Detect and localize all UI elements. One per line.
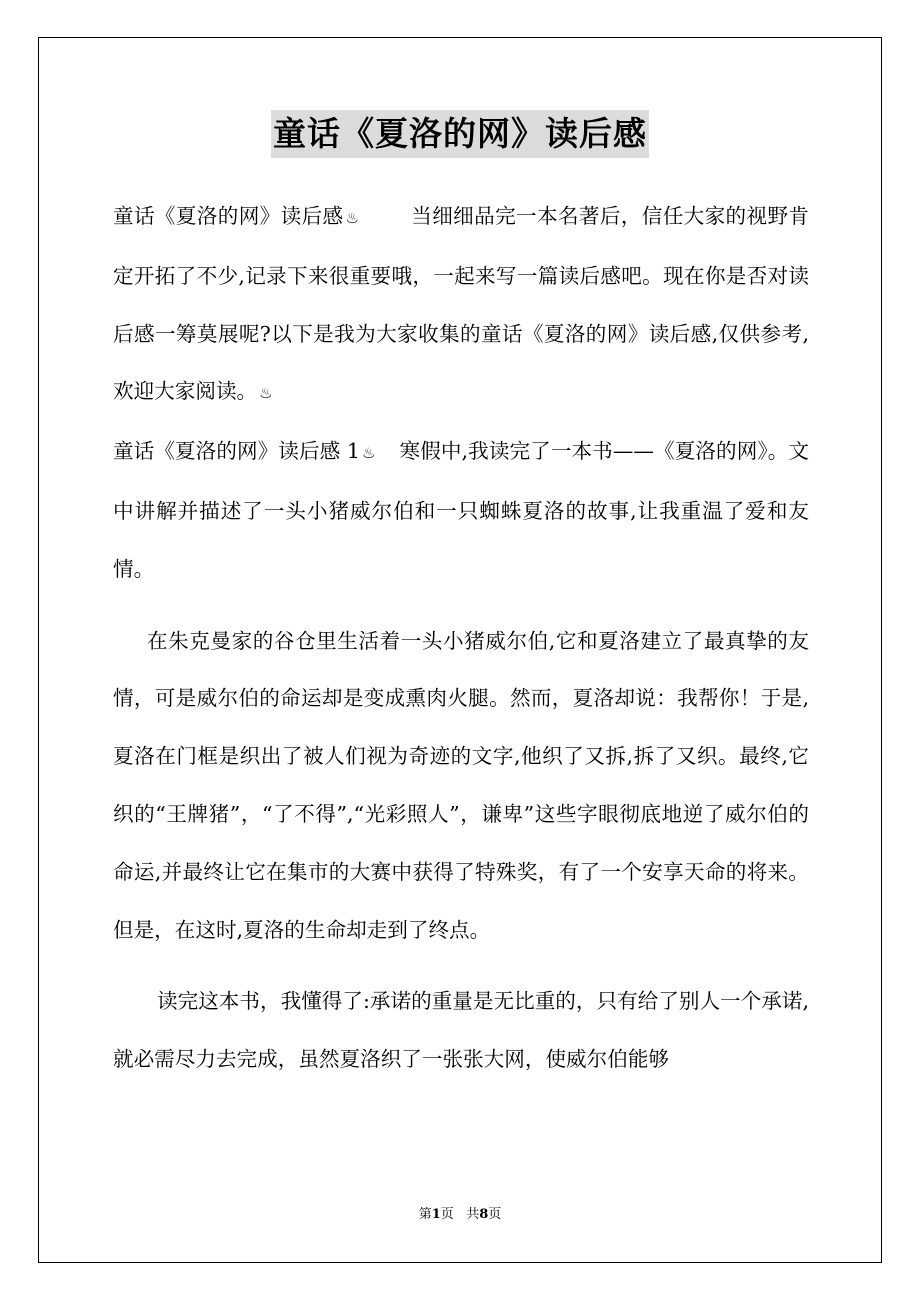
- section1-text: 寒假中,我读完了一本书——《夏洛的网》。文中讲解并描述了一头小猪威尔伯和一只蜘蛛夏洛的故事,让我重温了爱和友情。: [113, 439, 810, 581]
- page-total: 8: [479, 1207, 489, 1222]
- paragraph-mark-icon: ♨: [345, 209, 359, 227]
- page-prefix: 第: [418, 1207, 432, 1222]
- total-prefix: 共: [466, 1207, 480, 1222]
- total-unit: 页: [488, 1207, 502, 1222]
- page-current: 1: [431, 1207, 441, 1222]
- paragraph-mark-icon: ♨: [362, 444, 376, 463]
- intro-paragraph: [113, 188, 809, 423]
- page-unit: 页: [440, 1207, 454, 1222]
- section1-paragraph: [113, 423, 809, 598]
- intro-text: 当细细品完一本名著后，信任大家的视野肯定开拓了不少,记录下来很重要哦，一起来写一篇读后感吧。现在你是否对读后感一筹莫展呢?以下是我为大家收集的童话《夏洛的网》读后感,仅供参考,欢迎大家阅读。: [113, 204, 809, 404]
- intro-heading: 童话《夏洛的网》读后感: [113, 204, 344, 228]
- story-paragraph: 在朱克曼家的谷仓里生活着一头小猪威尔伯,它和夏洛建立了最真挚的友情，可是威尔伯的命运却是变成熏肉火腿。然而，夏洛却说：我帮你！于是,夏洛在门框是织出了被人们视为奇迹的文字,他织了又拆,拆了又织。最终,它织的“王牌猪”，“了不得”,“光彩照人”，谦卑”这些字眼彻底地逆了威尔伯的命运,并最终让它在集市的大赛中获得了特殊奖，有了一个安享天命的将来。但是，在这时,夏洛的生命却走到了终点。: [113, 628, 809, 942]
- document-title-container: [0, 110, 920, 158]
- reflection-paragraph: 读完这本书，我懂得了:承诺的重量是无比重的，只有给了别人一个承诺,就必需尽力去完成，虽然夏洛织了一张张大网，使威尔伯能够: [113, 989, 809, 1072]
- document-body: [113, 188, 809, 1089]
- page-footer: [0, 1205, 920, 1225]
- paragraph-mark-icon: ♨: [259, 384, 273, 403]
- section1-heading: 童话《夏洛的网》读后感 1: [113, 439, 361, 464]
- document-title: 童话《夏洛的网》读后感: [271, 110, 649, 158]
